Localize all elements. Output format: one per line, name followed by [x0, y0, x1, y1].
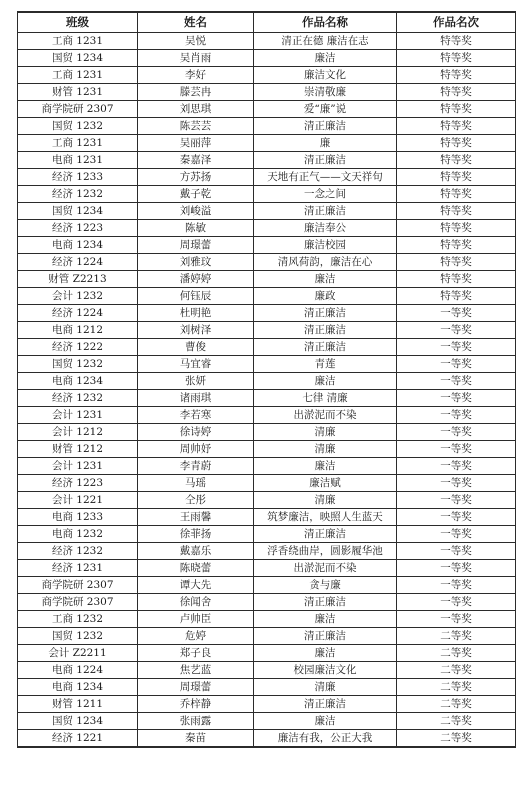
table-row: [18, 33, 516, 50]
cell-rank: 二等奖: [397, 730, 516, 748]
table-row: [18, 458, 516, 475]
cell-work-title: 廉洁: [254, 645, 397, 662]
cell-class: 国贸 1232: [18, 628, 138, 645]
cell-work-title: 清正廉洁: [254, 594, 397, 611]
table-row: [18, 526, 516, 543]
cell-class: 经济 1232: [18, 543, 138, 560]
cell-name: 吴悦: [138, 33, 254, 50]
cell-name: 王雨馨: [138, 509, 254, 526]
cell-rank: 特等奖: [397, 135, 516, 152]
cell-rank: 一等奖: [397, 594, 516, 611]
cell-work-title: 贪与廉: [254, 577, 397, 594]
header-rank: 作品名次: [397, 12, 516, 33]
cell-class: 国贸 1234: [18, 713, 138, 730]
cell-name: 周帅妤: [138, 441, 254, 458]
cell-name: 乔梓静: [138, 696, 254, 713]
cell-work-title: 清正在德 廉洁在志: [254, 33, 397, 50]
cell-work-title: 浮香绕曲岸，圆影履华池: [254, 543, 397, 560]
cell-rank: 一等奖: [397, 543, 516, 560]
cell-class: 经济 1224: [18, 254, 138, 271]
cell-work-title: 爱“廉”说: [254, 101, 397, 118]
cell-rank: 一等奖: [397, 560, 516, 577]
table-row: [18, 543, 516, 560]
cell-rank: 特等奖: [397, 169, 516, 186]
cell-work-title: 清廉: [254, 424, 397, 441]
table-row: [18, 475, 516, 492]
cell-rank: 特等奖: [397, 271, 516, 288]
cell-name: 秦苗: [138, 730, 254, 748]
cell-name: 徐菲扬: [138, 526, 254, 543]
cell-work-title: 廉: [254, 135, 397, 152]
cell-work-title: 廉洁奉公: [254, 220, 397, 237]
table-row: [18, 373, 516, 390]
table-row: [18, 356, 516, 373]
cell-rank: 一等奖: [397, 424, 516, 441]
table-body: [18, 33, 516, 748]
table-row: [18, 84, 516, 101]
table-row: [18, 611, 516, 628]
cell-name: 秦嘉泽: [138, 152, 254, 169]
table-row: [18, 135, 516, 152]
table-row: [18, 322, 516, 339]
cell-work-title: 廉政: [254, 288, 397, 305]
table-row: [18, 509, 516, 526]
cell-class: 财管 Z2213: [18, 271, 138, 288]
cell-work-title: 清风荷韵，廉洁在心: [254, 254, 397, 271]
cell-rank: 特等奖: [397, 33, 516, 50]
cell-rank: 一等奖: [397, 458, 516, 475]
cell-work-title: 廉洁: [254, 458, 397, 475]
cell-name: 李若寒: [138, 407, 254, 424]
cell-name: 刘树泽: [138, 322, 254, 339]
cell-rank: 一等奖: [397, 577, 516, 594]
cell-work-title: 清正廉洁: [254, 118, 397, 135]
cell-work-title: 廉洁: [254, 271, 397, 288]
table-row: [18, 390, 516, 407]
cell-name: 马瑶: [138, 475, 254, 492]
cell-work-title: 清正廉洁: [254, 322, 397, 339]
cell-work-title: 青莲: [254, 356, 397, 373]
cell-name: 郑子良: [138, 645, 254, 662]
cell-rank: 特等奖: [397, 118, 516, 135]
cell-name: 吴丽萍: [138, 135, 254, 152]
table-row: [18, 186, 516, 203]
table-row: [18, 441, 516, 458]
cell-work-title: 校园廉洁文化: [254, 662, 397, 679]
table-row: [18, 50, 516, 67]
cell-class: 电商 1212: [18, 322, 138, 339]
cell-rank: 一等奖: [397, 407, 516, 424]
cell-rank: 特等奖: [397, 220, 516, 237]
cell-work-title: 清正廉洁: [254, 152, 397, 169]
table-row: [18, 407, 516, 424]
table-row: [18, 67, 516, 84]
cell-work-title: 廉洁有我，公正大我: [254, 730, 397, 748]
cell-rank: 一等奖: [397, 611, 516, 628]
cell-class: 经济 1223: [18, 475, 138, 492]
cell-name: 李青蔚: [138, 458, 254, 475]
cell-class: 经济 1232: [18, 390, 138, 407]
cell-work-title: 清正廉洁: [254, 628, 397, 645]
cell-class: 工商 1231: [18, 135, 138, 152]
cell-class: 商学院研 2307: [18, 594, 138, 611]
cell-name: 刘雅玟: [138, 254, 254, 271]
cell-name: 刘思琪: [138, 101, 254, 118]
cell-class: 会计 Z2211: [18, 645, 138, 662]
cell-name: 曹俊: [138, 339, 254, 356]
cell-work-title: 廉洁赋: [254, 475, 397, 492]
cell-work-title: 清廉: [254, 679, 397, 696]
cell-name: 徐诗婷: [138, 424, 254, 441]
cell-rank: 二等奖: [397, 696, 516, 713]
cell-class: 经济 1233: [18, 169, 138, 186]
cell-class: 经济 1223: [18, 220, 138, 237]
table-row: [18, 679, 516, 696]
table-row: [18, 730, 516, 748]
cell-name: 吴肖雨: [138, 50, 254, 67]
table-row: [18, 169, 516, 186]
cell-name: 何钰辰: [138, 288, 254, 305]
cell-class: 电商 1224: [18, 662, 138, 679]
cell-work-title: 天地有正气——文天祥句: [254, 169, 397, 186]
cell-rank: 一等奖: [397, 390, 516, 407]
cell-work-title: 廉洁: [254, 373, 397, 390]
cell-work-title: 廉洁: [254, 50, 397, 67]
cell-class: 国贸 1232: [18, 356, 138, 373]
cell-rank: 特等奖: [397, 288, 516, 305]
table-row: [18, 305, 516, 322]
cell-work-title: 清正廉洁: [254, 203, 397, 220]
cell-name: 滕芸冉: [138, 84, 254, 101]
cell-rank: 特等奖: [397, 101, 516, 118]
cell-name: 卢帅臣: [138, 611, 254, 628]
cell-name: 仝彤: [138, 492, 254, 509]
cell-name: 张雨露: [138, 713, 254, 730]
table-row: [18, 645, 516, 662]
cell-name: 周璟蕾: [138, 237, 254, 254]
cell-work-title: 廉洁: [254, 611, 397, 628]
cell-work-title: 清正廉洁: [254, 305, 397, 322]
cell-rank: 一等奖: [397, 373, 516, 390]
cell-class: 会计 1231: [18, 407, 138, 424]
cell-class: 财管 1211: [18, 696, 138, 713]
cell-name: 危婷: [138, 628, 254, 645]
cell-work-title: 清廉: [254, 492, 397, 509]
table-row: [18, 594, 516, 611]
cell-rank: 特等奖: [397, 84, 516, 101]
cell-rank: 特等奖: [397, 186, 516, 203]
cell-work-title: 廉洁文化: [254, 67, 397, 84]
cell-class: 电商 1234: [18, 373, 138, 390]
cell-rank: 二等奖: [397, 628, 516, 645]
header-work-title: 作品名称: [254, 12, 397, 33]
table-row: [18, 560, 516, 577]
cell-rank: 一等奖: [397, 492, 516, 509]
cell-class: 经济 1221: [18, 730, 138, 748]
cell-class: 经济 1224: [18, 305, 138, 322]
table-row: [18, 628, 516, 645]
cell-work-title: 出淤泥而不染: [254, 560, 397, 577]
cell-name: 谭大先: [138, 577, 254, 594]
cell-name: 焦艺蓝: [138, 662, 254, 679]
cell-class: 财管 1212: [18, 441, 138, 458]
cell-class: 电商 1233: [18, 509, 138, 526]
cell-class: 国贸 1234: [18, 50, 138, 67]
cell-class: 国贸 1234: [18, 203, 138, 220]
cell-rank: 特等奖: [397, 67, 516, 84]
cell-rank: 一等奖: [397, 356, 516, 373]
cell-work-title: 七律 清廉: [254, 390, 397, 407]
table-row: [18, 118, 516, 135]
cell-name: 张妍: [138, 373, 254, 390]
header-class: 班级: [18, 12, 138, 33]
table-header: [18, 12, 516, 33]
cell-class: 经济 1232: [18, 186, 138, 203]
table-row: [18, 152, 516, 169]
cell-rank: 一等奖: [397, 305, 516, 322]
cell-rank: 特等奖: [397, 254, 516, 271]
table-row: [18, 254, 516, 271]
cell-rank: 二等奖: [397, 645, 516, 662]
table-row: [18, 288, 516, 305]
table-row: [18, 220, 516, 237]
header-row: [18, 12, 516, 33]
cell-class: 电商 1232: [18, 526, 138, 543]
table-row: [18, 696, 516, 713]
cell-class: 商学院研 2307: [18, 101, 138, 118]
cell-name: 戴嘉乐: [138, 543, 254, 560]
cell-rank: 二等奖: [397, 679, 516, 696]
cell-class: 电商 1234: [18, 679, 138, 696]
cell-class: 经济 1231: [18, 560, 138, 577]
cell-name: 方苏扬: [138, 169, 254, 186]
cell-name: 马宜睿: [138, 356, 254, 373]
cell-rank: 特等奖: [397, 237, 516, 254]
cell-name: 戴子乾: [138, 186, 254, 203]
cell-rank: 一等奖: [397, 322, 516, 339]
cell-work-title: 崇清敬廉: [254, 84, 397, 101]
cell-class: 会计 1212: [18, 424, 138, 441]
cell-rank: 一等奖: [397, 509, 516, 526]
cell-class: 工商 1232: [18, 611, 138, 628]
cell-name: 潘婷婷: [138, 271, 254, 288]
cell-work-title: 一念之间: [254, 186, 397, 203]
cell-work-title: 清正廉洁: [254, 696, 397, 713]
cell-name: 李好: [138, 67, 254, 84]
cell-class: 会计 1221: [18, 492, 138, 509]
cell-work-title: 清正廉洁: [254, 526, 397, 543]
cell-class: 商学院研 2307: [18, 577, 138, 594]
cell-rank: 一等奖: [397, 441, 516, 458]
cell-class: 财管 1231: [18, 84, 138, 101]
cell-rank: 一等奖: [397, 475, 516, 492]
table-row: [18, 713, 516, 730]
cell-work-title: 廉洁校园: [254, 237, 397, 254]
cell-class: 会计 1232: [18, 288, 138, 305]
table-row: [18, 424, 516, 441]
cell-work-title: 清正廉洁: [254, 339, 397, 356]
cell-class: 会计 1231: [18, 458, 138, 475]
cell-rank: 二等奖: [397, 713, 516, 730]
table-row: [18, 662, 516, 679]
cell-rank: 二等奖: [397, 662, 516, 679]
cell-name: 杜明艳: [138, 305, 254, 322]
header-name: 姓名: [138, 12, 254, 33]
cell-work-title: 筑梦廉洁，映照人生蓝天: [254, 509, 397, 526]
cell-class: 工商 1231: [18, 33, 138, 50]
cell-rank: 一等奖: [397, 526, 516, 543]
table-row: [18, 237, 516, 254]
table-row: [18, 492, 516, 509]
cell-name: 陈敏: [138, 220, 254, 237]
table-row: [18, 271, 516, 288]
cell-class: 经济 1222: [18, 339, 138, 356]
cell-rank: 一等奖: [397, 339, 516, 356]
cell-rank: 特等奖: [397, 50, 516, 67]
table-row: [18, 339, 516, 356]
cell-rank: 特等奖: [397, 203, 516, 220]
cell-name: 陈芸芸: [138, 118, 254, 135]
cell-work-title: 清廉: [254, 441, 397, 458]
cell-class: 电商 1231: [18, 152, 138, 169]
cell-name: 诸雨琪: [138, 390, 254, 407]
cell-work-title: 廉洁: [254, 713, 397, 730]
cell-name: 周璟蕾: [138, 679, 254, 696]
cell-class: 工商 1231: [18, 67, 138, 84]
cell-rank: 特等奖: [397, 152, 516, 169]
table-row: [18, 203, 516, 220]
cell-name: 陈晓蕾: [138, 560, 254, 577]
cell-work-title: 出淤泥而不染: [254, 407, 397, 424]
cell-class: 国贸 1232: [18, 118, 138, 135]
cell-name: 刘峻溢: [138, 203, 254, 220]
table-row: [18, 577, 516, 594]
cell-name: 徐闻舍: [138, 594, 254, 611]
awards-table: [17, 11, 516, 748]
cell-class: 电商 1234: [18, 237, 138, 254]
table-row: [18, 101, 516, 118]
